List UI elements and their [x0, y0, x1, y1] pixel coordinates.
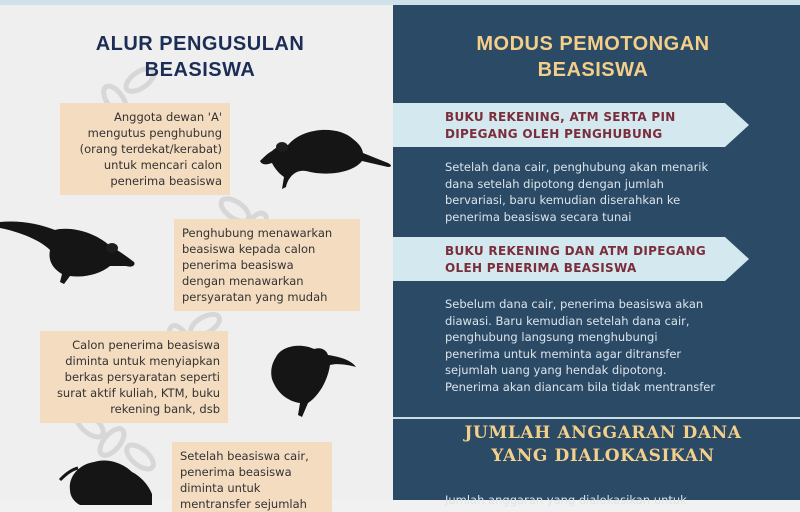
para-line: Setelah dana cair, penghubung akan menarik [445, 160, 709, 174]
left-panel [0, 5, 393, 511]
note-line: persyaratan yang mudah [182, 290, 328, 304]
step-note-4 [172, 442, 332, 512]
para-line: Penerima akan diancam bila tidak mentransfer [445, 379, 716, 394]
right-title [433, 31, 753, 83]
note-line: (orang terdekat/kerabat) [79, 142, 222, 156]
step-note-2 [174, 219, 360, 311]
note-line: diminta untuk menyiapkan [65, 354, 220, 368]
para-line: penghubung langsung menghubungi [445, 330, 658, 344]
left-title-line: BEASISWA [144, 59, 256, 81]
para-line: bervariasi, baru kemudian diserahkan ke [445, 193, 681, 207]
banner-2-text [445, 243, 706, 277]
left-title-line: ALUR PENGUSULAN [95, 33, 305, 55]
right-panel [393, 5, 800, 507]
paragraph-1 [445, 159, 765, 225]
note-line: penerima beasiswa [182, 258, 294, 272]
banner-2 [393, 237, 753, 281]
banner-1 [393, 103, 753, 147]
step-note-1 [60, 103, 230, 195]
note-line: diminta untuk [180, 481, 261, 495]
rat-illustration-1 [258, 117, 393, 192]
banner-line: BUKU REKENING, ATM SERTA PIN [445, 110, 676, 124]
note-line: beasiswa kepada calon [182, 242, 316, 256]
note-line: surat aktif kuliah, KTM, buku [56, 386, 220, 400]
note-line: penerima beasiswa [110, 174, 222, 188]
section-divider [393, 417, 800, 419]
banner-line: DIPEGANG OLEH PENGHUBUNG [445, 127, 663, 141]
rat-illustration-4 [60, 450, 160, 505]
note-line: dengan menawarkan [182, 274, 304, 288]
cut-off-text: Jumlah anggaran yang dialokasikan untuk [445, 493, 687, 507]
note-line: Anggota dewan 'A' [114, 110, 222, 124]
note-line: berkas persyaratan seperti [64, 370, 220, 384]
note-line: mentransfer sejumlah [180, 497, 307, 511]
note-line: mengutus penghubung [87, 126, 222, 140]
banner-line: OLEH PENERIMA BEASISWA [445, 261, 637, 275]
note-line: Setelah beasiswa cair, [180, 449, 309, 463]
para-line: dana setelah dipotong dengan jumlah [445, 176, 664, 191]
note-line: Calon penerima beasiswa [72, 338, 220, 352]
paragraph-2 [445, 296, 765, 395]
step-note-3 [40, 331, 228, 423]
rat-illustration-3 [262, 337, 357, 422]
section-title [433, 422, 773, 468]
rat-illustration-2 [0, 210, 140, 285]
note-line: untuk mencari calon [103, 158, 222, 172]
banner-line: BUKU REKENING DAN ATM DIPEGANG [445, 244, 706, 258]
section-title-line: JUMLAH ANGGARAN DANA [464, 423, 742, 443]
para-line: sejumlah uang yang hendak dipotong. [445, 363, 667, 377]
para-line: diawasi. Baru kemudian setelah dana cair, [445, 313, 690, 328]
para-line: Sebelum dana cair, penerima beasiswa akan [445, 297, 704, 311]
note-line: Penghubung menawarkan [182, 226, 333, 240]
banner-1-text [445, 109, 676, 143]
right-title-line: BEASISWA [537, 59, 649, 81]
left-title [40, 31, 360, 83]
para-line: penerima beasiswa secara tunai [445, 209, 632, 224]
section-title-line: YANG DIALOKASIKAN [491, 446, 715, 466]
note-line: penerima beasiswa [180, 465, 292, 479]
note-line: rekening bank, dsb [110, 402, 220, 416]
right-title-line: MODUS PEMOTONGAN [476, 33, 710, 55]
para-line: penerima untuk meminta agar ditransfer [445, 346, 682, 361]
